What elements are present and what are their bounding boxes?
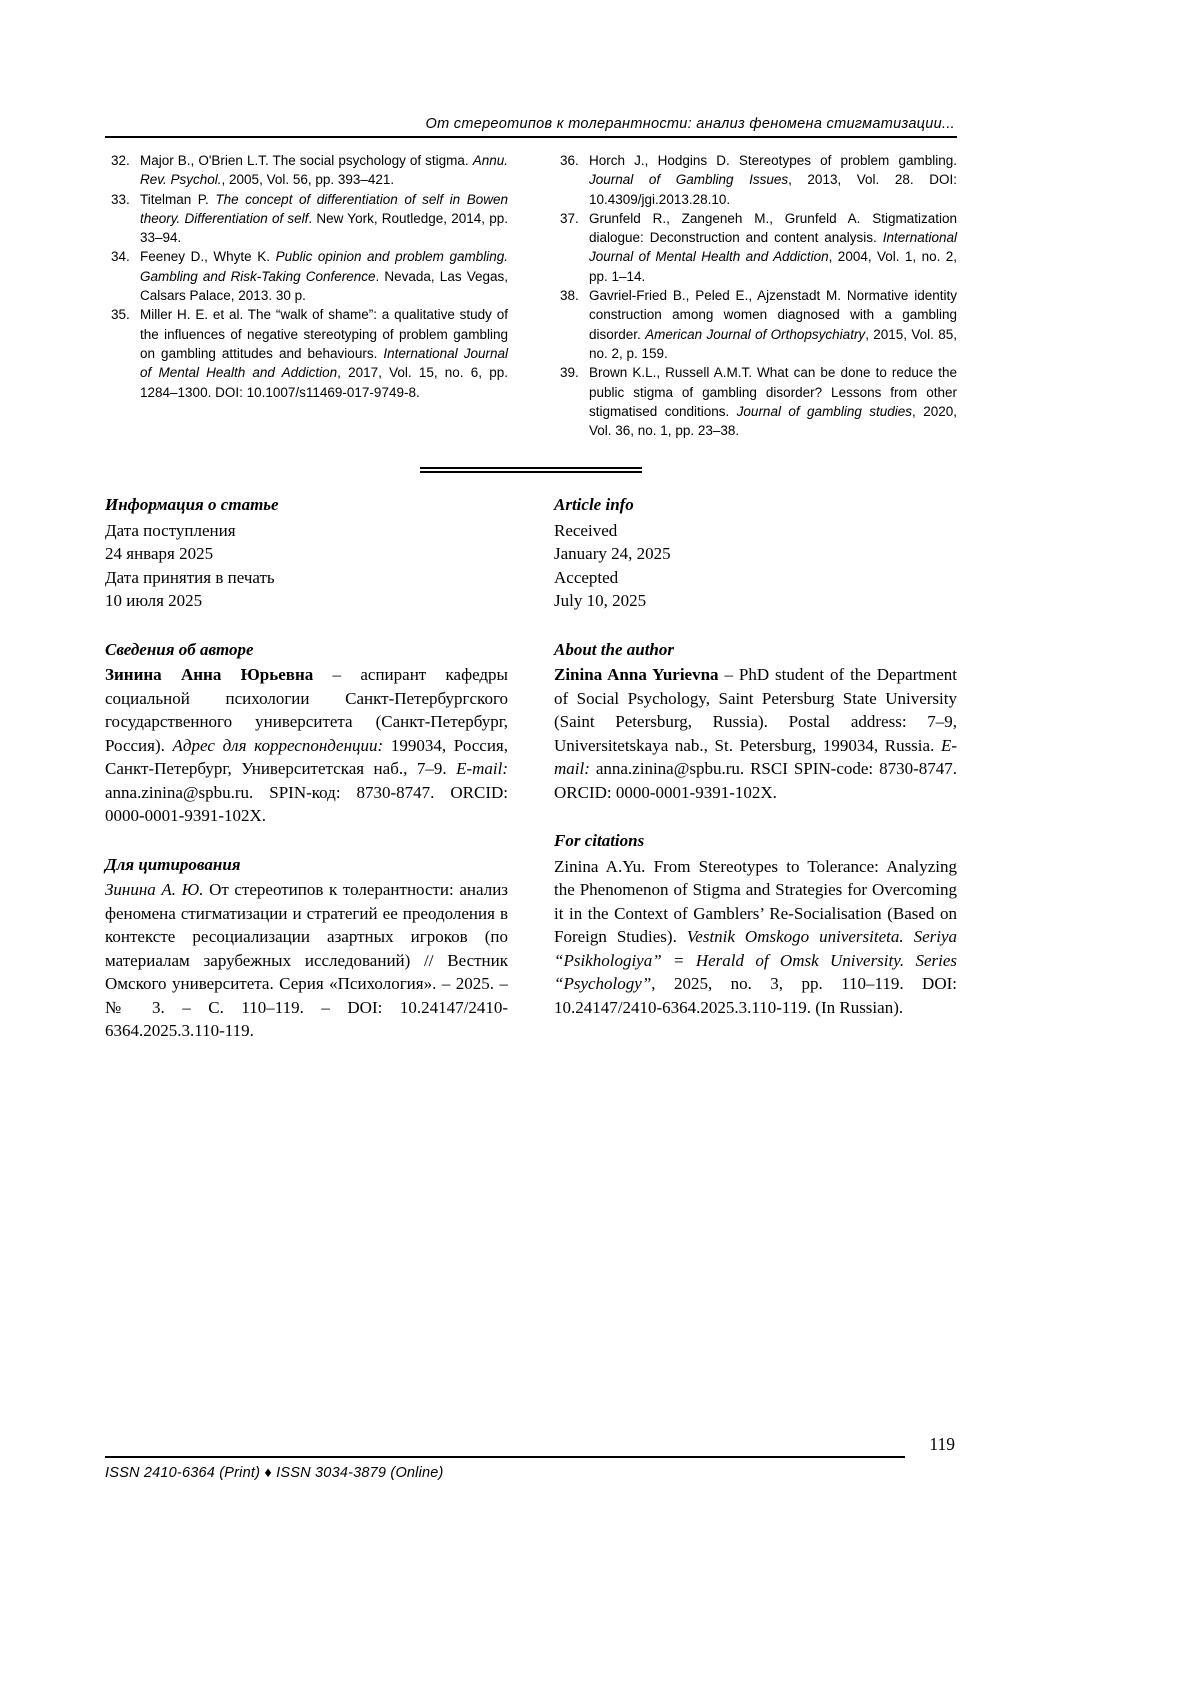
text-segment: American Journal of Orthopsychiatry (645, 326, 866, 342)
text-segment: Адрес для корреспонденции: (172, 735, 384, 755)
reference-item (554, 209, 957, 286)
article-info-section (105, 493, 957, 1043)
text-segment: Grunfeld R., Zangeneh M., Grunfeld A. Stigmatization dialogue: Deconstruction and content analysis. (589, 210, 957, 246)
reference-item (105, 305, 508, 401)
reference-text (140, 153, 508, 187)
citation-block-en (554, 829, 957, 1019)
info-line: 24 января 2025 (105, 544, 214, 564)
text-segment: Major B., O'Brien L.T. The social psychology of stigma. (140, 153, 473, 168)
reference-item (554, 286, 957, 363)
text-segment: Titelman P. (140, 191, 216, 207)
text-segment: Зинина А. Ю. (105, 880, 204, 900)
text-segment: , 2017, Vol. 15, no. 6, pp. 1284–1300. DOI: 10.1007/s11469-017-9749-8. (140, 365, 508, 400)
page-number: 119 (929, 1434, 955, 1454)
text-segment: Vestnik Omskogo universiteta. Seriya “Psikhologiya” = Herald of Omsk University. Series “Psychology” (554, 927, 958, 994)
text-segment: – PhD student of the Department of Social Psychology, Saint Petersburg State University (Saint Petersburg, Russia). Postal address: 7–9, Universitetskaya nab., St. Petersburg, 199034, Russia. (554, 665, 957, 755)
author-info-en (554, 663, 957, 804)
reference-number: 34. (111, 249, 130, 265)
text-segment: Public opinion and problem gambling. Gambling and Risk-Taking Conference (140, 249, 508, 284)
text-segment: The concept of differentiation of self in Bowen theory. Differentiation of self (140, 191, 509, 226)
reference-number: 33. (111, 191, 130, 207)
text-segment: Miller H. E. et al. The “walk of shame”: a qualitative study of the influences of negative stereotyping of problem gambling on gambling attitudes and behaviours. (140, 307, 508, 361)
citation-text-en (554, 855, 957, 1020)
text-segment: Annu. Rev. Psychol. (140, 153, 508, 188)
text-segment: , 2025, no. 3, pp. 110–119. DOI: 10.24147/2410-6364.2025.3.110-119. (In Russian). (554, 974, 957, 1017)
reference-item (105, 247, 508, 305)
text-segment: International Journal of Mental Health and Addiction (589, 230, 957, 265)
citation-text-ru (105, 878, 508, 1043)
author-block-en (554, 638, 957, 805)
article-info-heading-ru: Информация о статье (105, 495, 279, 515)
text-segment: , 2015, Vol. 85, no. 2, p. 159. (589, 326, 957, 361)
text-segment: . Nevada, Las Vegas, Calsars Palace, 2013. 30 p. (140, 268, 508, 304)
info-column-en (554, 493, 957, 1043)
references-section (105, 151, 957, 440)
page-content (105, 0, 957, 1043)
info-line: Received (554, 520, 618, 540)
info-line: Дата принятия в печать (105, 567, 275, 587)
text-segment: Gavriel-Fried B., Peled E., Ajzenstadt M. Normative identity construction among women diagnosed with a gambling disorder. (589, 288, 957, 342)
citation-heading-en: For citations (554, 831, 645, 851)
reference-item (554, 363, 957, 440)
reference-text (589, 153, 957, 207)
text-segment: Zinina A.Yu. From Stereotypes to Tolerance: Analyzing the Phenomenon of Stigma and Strategies for Overcoming it in the Context of Gamblers’ Re-Socialisation (Based on Foreign Studies). (554, 856, 957, 947)
reference-text (589, 288, 957, 361)
info-column-ru (105, 493, 508, 1043)
article-info-block-ru (105, 493, 508, 613)
text-segment: Journal of Gambling Issues (589, 172, 789, 188)
article-dates-ru (105, 519, 508, 613)
text-segment: E-mail: (456, 759, 508, 779)
text-segment: anna.zinina@spbu.ru. RSCI SPIN-code: 8730-8747. ORCID: 0000-0001-9391-102X. (554, 759, 957, 802)
citation-block-ru (105, 853, 508, 1043)
author-heading-en: About the author (554, 639, 674, 659)
text-segment: Feeney D., Whyte K. (140, 249, 276, 265)
text-segment: E-mail: (554, 735, 957, 779)
reference-item (105, 190, 508, 248)
header-rule (105, 136, 957, 138)
text-segment: , 2005, Vol. 56, pp. 393–421. (221, 172, 395, 188)
reference-number: 39. (560, 365, 579, 381)
page-footer (105, 1434, 957, 1481)
text-segment: International Journal of Mental Health and Addiction (140, 345, 508, 381)
text-segment: От стереотипов к толерантности: анализ феномена стигматизации и стратегий ее преодоления в контексте ресоциализации азартных игроков (по материалам зарубежных исследований) // Вестник Омского университета. Серия «Психология». – 2025. – № 3. – С. 110–119. – DOI: 10.24147/2410-6364.2025.3.110-119. (105, 880, 509, 1041)
author-info-ru (105, 663, 508, 828)
reference-text (589, 211, 957, 284)
reference-text (589, 365, 957, 438)
footer-rule (105, 1456, 905, 1458)
info-line: 10 июля 2025 (105, 591, 203, 611)
article-info-block-en (554, 493, 957, 613)
running-title: От стереотипов к толерантности: анализ феномена стигматизации... (425, 116, 955, 132)
references-left-column (105, 151, 508, 440)
reference-text (140, 192, 508, 246)
section-separator (420, 467, 642, 473)
reference-number: 35. (111, 307, 130, 323)
text-segment: 199034, Россия, Санкт-Петербург, Университетская наб., 7–9. (105, 735, 508, 779)
text-segment: , 2013, Vol. 28. DOI: 10.4309/jgi.2013.28.10. (589, 172, 957, 207)
running-header (105, 0, 957, 138)
text-segment: Зинина Анна Юрьевна (105, 665, 314, 685)
reference-number: 36. (560, 153, 579, 168)
text-segment: , 2004, Vol. 1, no. 2, pp. 1–14. (589, 249, 957, 284)
article-info-heading-en: Article info (554, 495, 634, 515)
reference-item (105, 151, 508, 190)
info-line: January 24, 2025 (554, 544, 671, 564)
reference-number: 32. (111, 153, 130, 168)
text-segment: Journal of gambling studies (736, 403, 913, 419)
text-segment: Horch J., Hodgins D. Stereotypes of problem gambling. (589, 153, 957, 168)
info-line: Accepted (554, 567, 619, 587)
info-line: July 10, 2025 (554, 591, 647, 611)
text-segment: – аспирант кафедры социальной психологии Санкт-Петербургского государственного университета (Санкт-Петербург, Россия). (105, 665, 508, 755)
issn-line: ISSN 2410-6364 (Print) ♦ ISSN 3034-3879 (Online) (105, 1465, 444, 1481)
reference-number: 37. (560, 210, 579, 226)
author-heading-ru: Сведения об авторе (105, 639, 254, 659)
text-segment: anna.zinina@spbu.ru. SPIN-код: 8730-8747. ORCID: 0000-0001-9391-102X. (105, 782, 508, 826)
article-dates-en (554, 519, 957, 613)
author-block-ru (105, 638, 508, 828)
citation-heading-ru: Для цитирования (105, 854, 241, 874)
reference-item (554, 151, 957, 209)
text-segment: . New York, Routledge, 2014, pp. 33–94. (140, 210, 508, 246)
reference-text (140, 249, 508, 303)
references-right-column (554, 151, 957, 440)
reference-number: 38. (560, 288, 579, 304)
text-segment: Zinina Anna Yurievna (554, 665, 719, 685)
info-line: Дата поступления (105, 520, 236, 540)
reference-text (140, 307, 508, 399)
text-segment: , 2020, Vol. 36, no. 1, pp. 23–38. (589, 403, 957, 439)
text-segment: Brown K.L., Russell A.M.T. What can be done to reduce the public stigma of gambling disorder? Lessons from other stigmatised conditions. (589, 365, 957, 419)
